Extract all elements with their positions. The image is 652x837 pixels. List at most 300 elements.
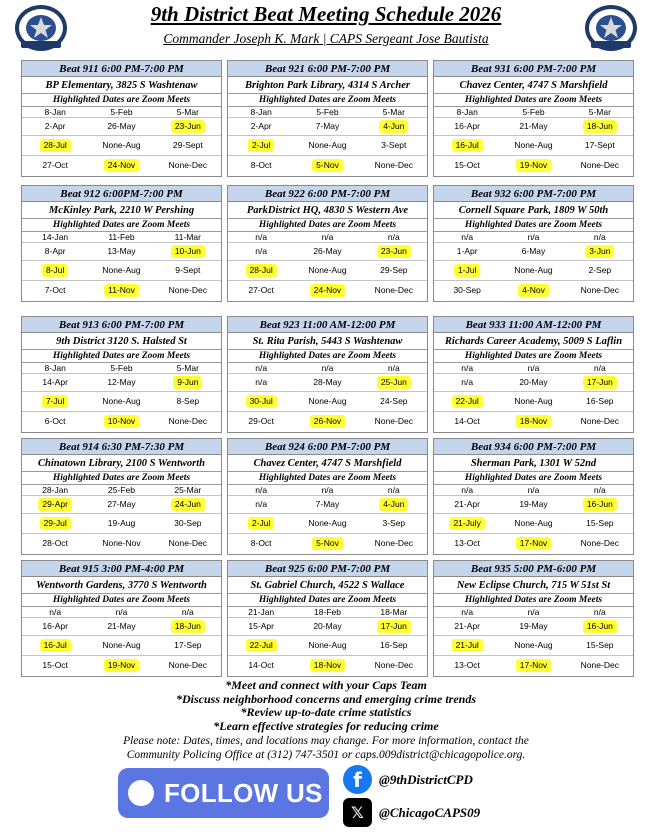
date-cell [294, 392, 360, 411]
date-row [22, 136, 221, 156]
meeting-date: 5-Feb [110, 106, 133, 117]
date-cell [228, 656, 294, 675]
meeting-date: n/a [593, 484, 606, 495]
meeting-date: 30-Sep [453, 285, 481, 295]
meeting-date: None-Aug [514, 640, 553, 650]
meeting-date: None-Aug [514, 265, 553, 275]
meeting-date: None-Dec [374, 538, 413, 548]
x-icon: 𝕏 [343, 798, 372, 827]
date-row [228, 136, 427, 156]
date-cell [155, 363, 221, 373]
zoom-note: Highlighted Dates are Zoom Meets [228, 472, 427, 485]
date-row [434, 261, 633, 281]
benefit-item: *Discuss neighborhood concerns and emerging crime trends [175, 691, 477, 706]
date-cell [294, 374, 360, 391]
meeting-date: None-Aug [308, 396, 347, 406]
benefit-item: *Review up-to-date crime statistics [240, 705, 412, 719]
beat-table [433, 60, 634, 177]
meeting-date: None-Aug [514, 140, 553, 150]
zoom-date: 29-Jul [40, 517, 71, 530]
date-cell [361, 607, 427, 617]
zoom-date: 28-Jul [40, 139, 71, 152]
date-row [228, 374, 427, 392]
meeting-date: 5-Mar [176, 362, 199, 373]
zoom-date: 10-Nov [104, 415, 139, 428]
date-row [22, 261, 221, 281]
meeting-date: 8-Oct [250, 160, 272, 170]
meeting-date: 8-Jan [44, 106, 66, 117]
beat-location: Richards Career Academy, 5009 S Laflin [434, 333, 633, 350]
zoom-date: 17-Nov [516, 659, 551, 672]
meeting-date: None-Aug [514, 518, 553, 528]
page-subtitle: Commander Joseph K. Mark | CAPS Sergeant Jose Bautista [163, 31, 489, 46]
date-cell [155, 281, 221, 300]
date-cell [361, 514, 427, 533]
beat-header: Beat 922 6:00 PM-7:00 PM [228, 186, 427, 202]
date-row [228, 107, 427, 118]
date-row [228, 656, 427, 675]
date-cell [22, 534, 88, 553]
meeting-date: 14-Oct [454, 416, 480, 426]
zoom-note: Highlighted Dates are Zoom Meets [22, 94, 221, 107]
date-cell [88, 363, 154, 373]
date-cell [294, 412, 360, 431]
meeting-date: 6-May [521, 246, 546, 256]
meeting-date: 15-Sep [586, 640, 614, 650]
meeting-date: 28-May [313, 377, 342, 387]
date-cell [500, 496, 566, 513]
facebook-link[interactable] [343, 765, 473, 794]
date-cell [500, 607, 566, 617]
date-row [434, 281, 633, 300]
meeting-date: 16-Apr [454, 121, 480, 131]
meeting-date: 21-May [519, 121, 548, 131]
date-cell [500, 156, 566, 175]
date-row [228, 514, 427, 534]
meeting-date: 8-Oct [250, 538, 272, 548]
date-row [22, 496, 221, 514]
meeting-date: 8-Apr [44, 246, 66, 256]
zoom-date: 9-Jun [173, 376, 202, 389]
beat-location: Chavez Center, 4747 S Marshfield [228, 455, 427, 472]
meeting-date: 8-Jan [250, 106, 272, 117]
date-cell [361, 636, 427, 655]
date-row [228, 618, 427, 636]
zoom-date: 29-Apr [38, 498, 72, 511]
beat-header: Beat 935 5:00 PM-6:00 PM [434, 561, 633, 577]
date-cell [155, 107, 221, 117]
zoom-date: 24-Nov [310, 284, 345, 297]
date-row [22, 374, 221, 392]
zoom-date: 16-Jun [583, 498, 617, 511]
date-cell [22, 412, 88, 431]
meeting-date: None-Dec [374, 416, 413, 426]
beat-header: Beat 914 6:30 PM-7:30 PM [22, 439, 221, 455]
meeting-date: 1-Apr [456, 246, 478, 256]
date-cell [500, 232, 566, 242]
date-cell [567, 412, 633, 431]
date-cell [500, 107, 566, 117]
date-row [434, 636, 633, 656]
date-cell [88, 534, 154, 553]
date-cell [294, 618, 360, 635]
meeting-date: 15-Sep [586, 518, 614, 528]
beat-header: Beat 921 6:00 PM-7:00 PM [228, 61, 427, 77]
date-cell [434, 118, 500, 135]
date-row [434, 618, 633, 636]
date-cell [22, 156, 88, 175]
date-cell [567, 618, 633, 635]
meeting-date: n/a [255, 231, 268, 242]
beat-location: New Eclipse Church, 715 W 51st St [434, 577, 633, 594]
meeting-date: None-Aug [308, 518, 347, 528]
date-cell [500, 243, 566, 260]
beat-table [433, 185, 634, 302]
date-cell [434, 636, 500, 655]
date-row [434, 136, 633, 156]
date-row [22, 281, 221, 300]
date-cell [155, 412, 221, 431]
beat-location: Wentworth Gardens, 3770 S Wentworth [22, 577, 221, 594]
date-row [434, 412, 633, 431]
zoom-date: 4-Jun [379, 120, 408, 133]
meeting-date: None-Dec [374, 285, 413, 295]
meeting-date: 5-Feb [522, 106, 545, 117]
date-cell [567, 281, 633, 300]
zoom-date: 21-July [449, 517, 484, 530]
meeting-date: n/a [593, 606, 606, 617]
date-cell [155, 496, 221, 513]
zoom-date: 2-Jul [248, 517, 274, 530]
date-cell [88, 618, 154, 635]
meeting-date: 25-Mar [174, 484, 202, 495]
date-cell [361, 136, 427, 155]
beat-header: Beat 924 6:00 PM-7:00 PM [228, 439, 427, 455]
zoom-note: Highlighted Dates are Zoom Meets [22, 350, 221, 363]
date-cell [361, 618, 427, 635]
beat-location: Cornell Square Park, 1809 W 50th [434, 202, 633, 219]
meeting-date: n/a [321, 231, 334, 242]
meeting-date: n/a [593, 362, 606, 373]
date-cell [294, 607, 360, 617]
date-cell [88, 496, 154, 513]
meeting-date: 17-Sept [584, 140, 615, 150]
date-row [228, 607, 427, 618]
meeting-date: 2-Apr [250, 121, 272, 131]
zoom-date: 11-Nov [104, 284, 139, 297]
meeting-date: 16-Sep [380, 640, 408, 650]
meeting-date: None-Aug [102, 140, 141, 150]
date-cell [22, 363, 88, 373]
date-row [22, 156, 221, 175]
date-cell [88, 107, 154, 117]
meeting-date: 29-Oct [248, 416, 274, 426]
contact-note-line: Community Policing Office at (312) 747-3501 or caps.009district@chicagopolice.org. [126, 749, 526, 761]
meeting-date: 8-Sep [176, 396, 200, 406]
date-cell [22, 374, 88, 391]
date-cell [88, 243, 154, 260]
meeting-date: 21-Apr [454, 621, 480, 631]
date-cell [434, 136, 500, 155]
date-cell [155, 156, 221, 175]
meeting-date: 21-Jan [248, 606, 275, 617]
date-cell [361, 374, 427, 391]
date-row [434, 118, 633, 136]
zoom-date: 16-Jul [452, 139, 483, 152]
date-cell [500, 374, 566, 391]
date-cell [155, 243, 221, 260]
meeting-date: 6-Oct [44, 416, 66, 426]
meeting-date: n/a [255, 484, 268, 495]
meeting-date: n/a [387, 362, 400, 373]
date-row [22, 514, 221, 534]
zoom-date: 24-Jun [171, 498, 205, 511]
date-cell [228, 534, 294, 553]
date-cell [228, 618, 294, 635]
date-cell [228, 243, 294, 260]
date-cell [361, 496, 427, 513]
beat-header: Beat 913 6:00 PM-7:00 PM [22, 317, 221, 333]
meeting-date: None-Dec [580, 538, 619, 548]
date-cell [228, 636, 294, 655]
date-row [228, 496, 427, 514]
date-cell [294, 118, 360, 135]
beat-header: Beat 933 11:00 AM-12:00 PM [434, 317, 633, 333]
zoom-date: 17-Nov [516, 537, 551, 550]
date-cell [294, 534, 360, 553]
date-cell [434, 485, 500, 495]
date-cell [22, 136, 88, 155]
date-cell [294, 363, 360, 373]
date-cell [155, 118, 221, 135]
meeting-date: 29-Sep [380, 265, 408, 275]
meeting-date: None-Aug [308, 640, 347, 650]
meeting-date: n/a [321, 484, 334, 495]
date-cell [88, 136, 154, 155]
date-row [228, 485, 427, 496]
benefit-item: *Meet and connect with your Caps Team [225, 678, 427, 692]
meeting-date: None-Dec [374, 660, 413, 670]
meeting-date: 26-May [313, 246, 342, 256]
x-link[interactable] [343, 798, 480, 827]
zoom-date: 17-Jun [377, 620, 411, 633]
follow-us-button[interactable] [118, 768, 329, 818]
meeting-date: 29-Sept [172, 140, 203, 150]
date-cell [294, 261, 360, 280]
date-row [228, 261, 427, 281]
date-cell [434, 656, 500, 675]
date-cell [294, 656, 360, 675]
meeting-date: n/a [255, 377, 268, 387]
date-cell [228, 118, 294, 135]
meeting-date: None-Aug [308, 140, 347, 150]
meeting-date: 14-Oct [248, 660, 274, 670]
zoom-note: Highlighted Dates are Zoom Meets [22, 219, 221, 232]
beat-table [433, 316, 634, 433]
meeting-date: None-Aug [514, 396, 553, 406]
zoom-date: 10-Jun [171, 245, 205, 258]
zoom-note: Highlighted Dates are Zoom Meets [434, 594, 633, 607]
date-row [434, 534, 633, 553]
meeting-date: 17-Sep [174, 640, 202, 650]
meeting-date: 5-Mar [382, 106, 405, 117]
date-cell [567, 514, 633, 533]
meeting-date: None-Aug [102, 396, 141, 406]
beat-table [21, 438, 222, 555]
zoom-date: 19-Nov [104, 659, 139, 672]
date-cell [294, 156, 360, 175]
beat-header: Beat 934 6:00 PM-7:00 PM [434, 439, 633, 455]
date-cell [500, 118, 566, 135]
beat-table [227, 438, 428, 555]
meeting-date: None-Dec [580, 160, 619, 170]
beat-location: Chavez Center, 4747 S Marshfield [434, 77, 633, 94]
meeting-date: 28-Oct [42, 538, 68, 548]
date-cell [228, 485, 294, 495]
meeting-date: None-Dec [580, 416, 619, 426]
meeting-date: 27-May [107, 499, 136, 509]
follow-circle-icon [128, 780, 154, 806]
date-cell [228, 281, 294, 300]
date-row [22, 618, 221, 636]
meeting-date: 28-Jan [42, 484, 69, 495]
zoom-date: 23-Jun [171, 120, 205, 133]
date-cell [228, 514, 294, 533]
beat-table [227, 185, 428, 302]
facebook-handle: @9thDistrictCPD [379, 771, 473, 787]
date-cell [361, 261, 427, 280]
meeting-date: n/a [321, 362, 334, 373]
meeting-date: None-Dec [580, 285, 619, 295]
meeting-date: 5-Feb [316, 106, 339, 117]
date-cell [434, 607, 500, 617]
meeting-date: n/a [461, 606, 474, 617]
date-cell [155, 485, 221, 495]
date-cell [88, 514, 154, 533]
zoom-date: 5-Nov [312, 159, 343, 172]
meeting-date: 13-Oct [454, 538, 480, 548]
date-cell [434, 232, 500, 242]
meeting-date: 3-Sept [381, 140, 407, 150]
date-cell [500, 412, 566, 431]
date-cell [567, 636, 633, 655]
zoom-note: Highlighted Dates are Zoom Meets [434, 94, 633, 107]
date-cell [434, 514, 500, 533]
date-cell [434, 412, 500, 431]
date-cell [294, 485, 360, 495]
zoom-date: 18-Nov [310, 659, 345, 672]
date-cell [294, 281, 360, 300]
date-cell [155, 514, 221, 533]
beat-table [227, 316, 428, 433]
zoom-date: 5-Nov [312, 537, 343, 550]
beat-table [21, 185, 222, 302]
zoom-note: Highlighted Dates are Zoom Meets [228, 594, 427, 607]
zoom-date: 22-Jul [246, 639, 277, 652]
meeting-date: 2-Apr [44, 121, 66, 131]
zoom-note: Highlighted Dates are Zoom Meets [22, 472, 221, 485]
date-cell [434, 107, 500, 117]
date-cell [228, 363, 294, 373]
date-cell [567, 534, 633, 553]
meeting-date: n/a [527, 606, 540, 617]
date-cell [361, 485, 427, 495]
date-row [434, 514, 633, 534]
date-row [22, 636, 221, 656]
date-cell [155, 392, 221, 411]
date-cell [294, 514, 360, 533]
date-cell [361, 156, 427, 175]
date-cell [22, 656, 88, 675]
date-cell [434, 392, 500, 411]
meeting-date: n/a [115, 606, 128, 617]
date-cell [567, 374, 633, 391]
zoom-date: 22-Jul [452, 395, 483, 408]
date-cell [228, 232, 294, 242]
meeting-date: 21-Apr [454, 499, 480, 509]
date-cell [88, 656, 154, 675]
date-row [22, 107, 221, 118]
zoom-date: 23-Jun [377, 245, 411, 258]
date-cell [155, 636, 221, 655]
date-cell [88, 636, 154, 655]
meeting-date: 19-May [519, 499, 548, 509]
meeting-date: n/a [181, 606, 194, 617]
date-cell [500, 656, 566, 675]
date-row [434, 392, 633, 412]
date-cell [88, 261, 154, 280]
meeting-date: 25-Feb [108, 484, 135, 495]
date-row [434, 485, 633, 496]
zoom-note: Highlighted Dates are Zoom Meets [228, 350, 427, 363]
zoom-date: 19-Nov [516, 159, 551, 172]
date-row [22, 392, 221, 412]
date-cell [500, 363, 566, 373]
date-cell [22, 243, 88, 260]
date-cell [294, 107, 360, 117]
meeting-date: 19-May [519, 621, 548, 631]
date-cell [434, 156, 500, 175]
meeting-benefits-list [0, 679, 652, 733]
meeting-date: 30-Sep [174, 518, 202, 528]
date-cell [22, 118, 88, 135]
zoom-date: 8-Jul [42, 264, 68, 277]
beat-location: Chinatown Library, 2100 S Wentworth [22, 455, 221, 472]
date-cell [361, 281, 427, 300]
date-cell [88, 485, 154, 495]
date-cell [361, 232, 427, 242]
date-cell [22, 281, 88, 300]
date-row [228, 243, 427, 261]
date-cell [22, 392, 88, 411]
beat-table [227, 60, 428, 177]
meeting-date: 7-May [315, 121, 340, 131]
date-row [228, 118, 427, 136]
zoom-date: 28-Jul [246, 264, 277, 277]
date-cell [88, 412, 154, 431]
meeting-date: None-Aug [308, 265, 347, 275]
date-cell [22, 485, 88, 495]
zoom-note: Highlighted Dates are Zoom Meets [228, 219, 427, 232]
date-cell [434, 243, 500, 260]
meeting-date: None-Dec [168, 660, 207, 670]
date-cell [500, 485, 566, 495]
date-row [434, 107, 633, 118]
beat-header: Beat 932 6:00 PM-7:00 PM [434, 186, 633, 202]
follow-us-label: FOLLOW US [164, 778, 323, 808]
date-cell [294, 496, 360, 513]
date-cell [155, 607, 221, 617]
